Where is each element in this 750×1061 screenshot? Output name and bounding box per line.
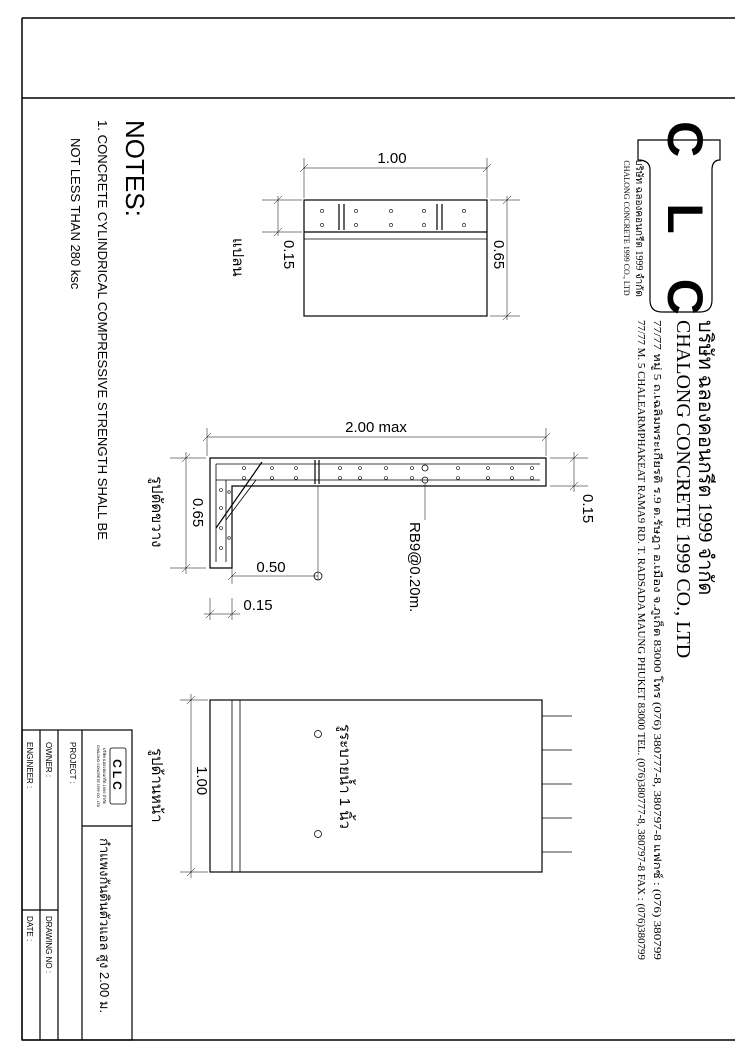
plan-joint-2	[437, 204, 442, 230]
company-logo	[622, 121, 720, 331]
section-dim-length-label: 2.00 max	[345, 419, 407, 436]
section-dim-top-label: 0.15	[579, 494, 596, 524]
plan-rebar-dots	[320, 209, 465, 226]
front-view	[148, 694, 572, 878]
section-dim-offset-label: 0.50	[256, 559, 286, 576]
notes-heading: NOTES:	[120, 120, 150, 217]
plan-dim-top-label: 0.15	[280, 240, 297, 270]
logo-company-en: CHALONG CONCRETE 1999 CO., LTD	[622, 160, 631, 296]
section-dim-height-label: 0.65	[189, 498, 206, 528]
company-name-th: บริษัท ฉลองคอนกรีต 1999 จำกัด	[694, 320, 716, 596]
notes-line-2: NOT LESS THAN 280 ksc	[68, 138, 83, 290]
notes	[68, 120, 150, 540]
section-view-title: รูปตัดขวาง	[148, 476, 165, 548]
section-dim-length	[203, 419, 550, 456]
plan-dim-width-label: 0.65	[490, 240, 507, 270]
mini-logo-line-2: CHALONG CONCRETE 1999 CO., LTD	[96, 744, 100, 808]
section-dim-offset	[228, 486, 322, 584]
plan-view	[229, 150, 520, 320]
logo-letters	[657, 121, 713, 331]
company-address-en: 77/77 M. 5 CHALEARMPHAKEAT RAMA9 RD. T. RADSADA MAUNG PHUKET 83000 TEL. (076)380777-8, 380797-8 FAX : (076)380799	[635, 320, 646, 934]
company-address-th: 77/77 หมู่ 5 ถ.เฉลิมพระเกียรติ ร.9 ต.รัษฎา อ.เมือง จ.ภูเก็ต 83000 โทร (076) 380777-8, 380797-8 แฟกซ์ : (076) 380799	[651, 320, 662, 832]
front-dowels	[542, 716, 572, 852]
front-drain-label: รูระบายน้ำ 1 นิ้ว	[336, 724, 353, 829]
drain-hole-1	[315, 731, 322, 738]
company-name-en: CHALONG CONCRETE 1999 CO., LTD	[672, 320, 694, 659]
plan-dim-length	[300, 150, 491, 198]
front-dim-width	[180, 694, 210, 878]
drain-hole-2	[315, 831, 322, 838]
plan-dim-top	[262, 196, 302, 269]
section-dim-wall-label: 0.15	[243, 597, 273, 614]
project-label: PROJECT :	[68, 742, 77, 784]
section-rebar-dots	[220, 467, 534, 550]
owner-label: OWNER :	[44, 742, 53, 778]
section-rebar-label: RB9@0.20m.	[406, 522, 423, 613]
mini-logo-letters: CLC	[110, 759, 124, 793]
engineer-label: ENGINEER :	[25, 742, 34, 789]
plan-dim-width	[490, 196, 520, 320]
logo-company-th: บริษัท ฉลองคอนกรีต 1999 จำกัด	[633, 159, 644, 297]
drawing-title: กำแพงกันดินตัวแอล สูง 2.00 ม.	[97, 838, 112, 1014]
drawing-no-label: DRAWING NO :	[44, 916, 53, 974]
section-dim-top	[550, 452, 596, 523]
logo-letter-3: C	[657, 278, 713, 331]
front-view-title: รูปด้านหน้า	[148, 748, 165, 823]
section-dim-height	[170, 452, 206, 574]
notes-line-1: 1. CONCRETE CYLINDRICAL COMPRESSIVE STRENGTH SHALL BE	[95, 120, 110, 536]
plan-view-title: แปลน	[229, 238, 246, 277]
plan-dim-length-label: 1.00	[377, 150, 407, 167]
title-block	[22, 730, 132, 1040]
mini-logo-line-1: บริษัท ฉลองคอนกรีต 1999 จำกัด	[102, 747, 107, 805]
plan-joint-1	[339, 204, 344, 230]
date-label: DATE :	[25, 916, 34, 942]
title-block-logo	[96, 745, 126, 808]
section-dim-wall	[204, 597, 273, 620]
front-dim-width-label: 1.00	[193, 766, 210, 796]
section-view	[148, 419, 596, 620]
logo-letter-2: L	[657, 203, 713, 249]
logo-letter-1: C	[657, 121, 713, 174]
company-header	[635, 320, 716, 960]
